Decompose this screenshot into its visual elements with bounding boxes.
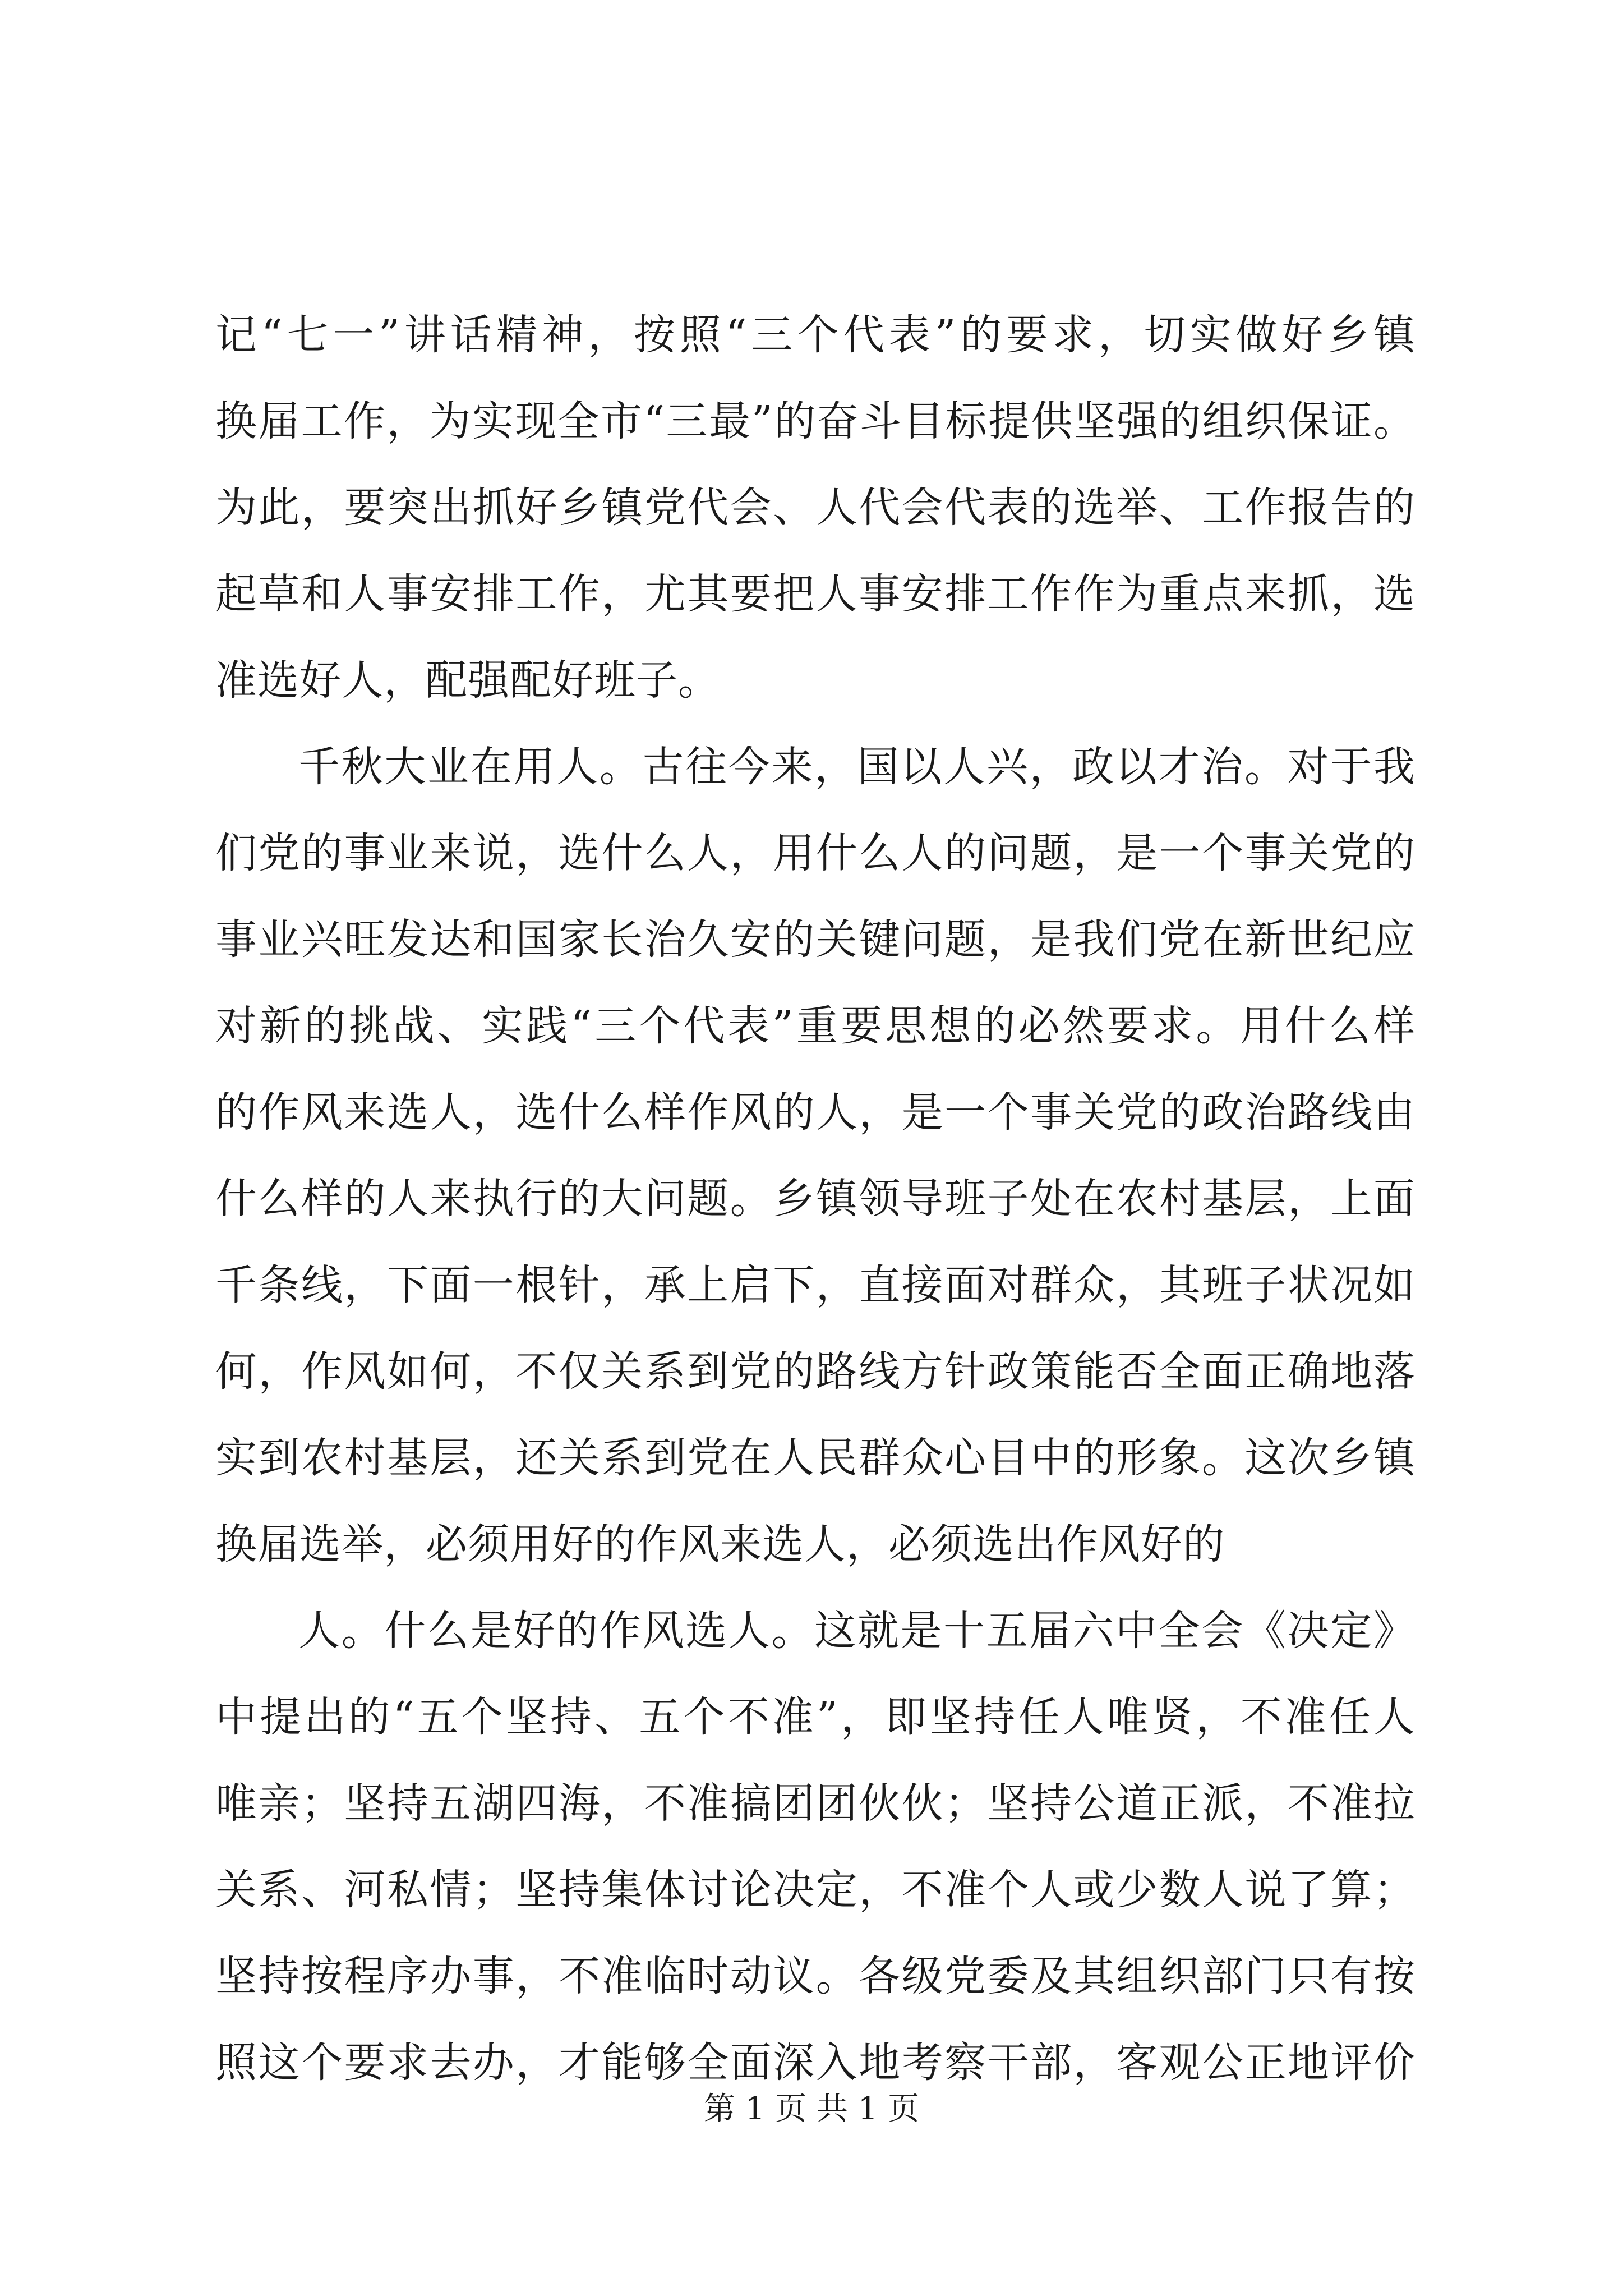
text-line: 人。什么是好的作风选人。这就是十五届六中全会《决定》 [298,1607,1415,1655]
text-line: 们党的事业来说，选什么人，用什么人的问题，是一个事关党的 [215,829,1415,877]
text-line: 换届工作，为实现全市“三最”的奋斗目标提供坚强的组织保证。 [215,397,1415,445]
text-line: 准选好人，配强配好班子。 [215,656,720,705]
text-line: 换届选举，必须用好的作风来选人，必须选出作风好的 [215,1520,1225,1568]
text-line: 照这个要求去办，才能够全面深入地考察干部，客观公正地评价 [215,2039,1415,2087]
text-line: 事业兴旺发达和国家长治久安的关键问题，是我们党在新世纪应 [215,915,1415,964]
text-line: 实到农村基层，还关系到党在人民群众心目中的形象。这次乡镇 [215,1434,1415,1482]
text-line: 何，作风如何，不仅关系到党的路线方针政策能否全面正确地落 [215,1347,1415,1396]
text-line: 千秋大业在用人。古往今来，国以人兴，政以才治。对于我 [298,743,1415,791]
body-text [215,292,1415,2106]
text-line: 记“七一”讲话精神，按照“三个代表”的要求，切实做好乡镇 [215,311,1415,359]
page-footer [0,2087,1623,2132]
text-line: 中提出的“五个坚持、五个不准”，即坚持任人唯贤，不准任人 [215,1693,1415,1741]
text-line: 唯亲；坚持五湖四海，不准搞团团伙伙；坚持公道正派，不准拉 [215,1779,1415,1828]
text-line: 对新的挑战、实践“三个代表”重要思想的必然要求。用什么样 [215,1002,1415,1050]
text-line: 关系、河私情；坚持集体讨论决定，不准个人或少数人说了算； [215,1866,1415,1914]
text-line: 什么样的人来执行的大问题。乡镇领导班子处在农村基层，上面 [215,1175,1415,1223]
page-number: 第 1 页 共 1 页 [703,2091,920,2127]
text-line: 的作风来选人，选什么样作风的人，是一个事关党的政治路线由 [215,1088,1415,1137]
text-line: 千条线，下面一根针，承上启下，直接面对群众，其班子状况如 [215,1261,1415,1309]
text-line: 起草和人事安排工作，尤其要把人事安排工作作为重点来抓，选 [215,570,1415,618]
text-line: 为此，要突出抓好乡镇党代会、人代会代表的选举、工作报告的 [215,484,1415,532]
text-line: 坚持按程序办事，不准临时动议。各级党委及其组织部门只有按 [215,1952,1415,2000]
